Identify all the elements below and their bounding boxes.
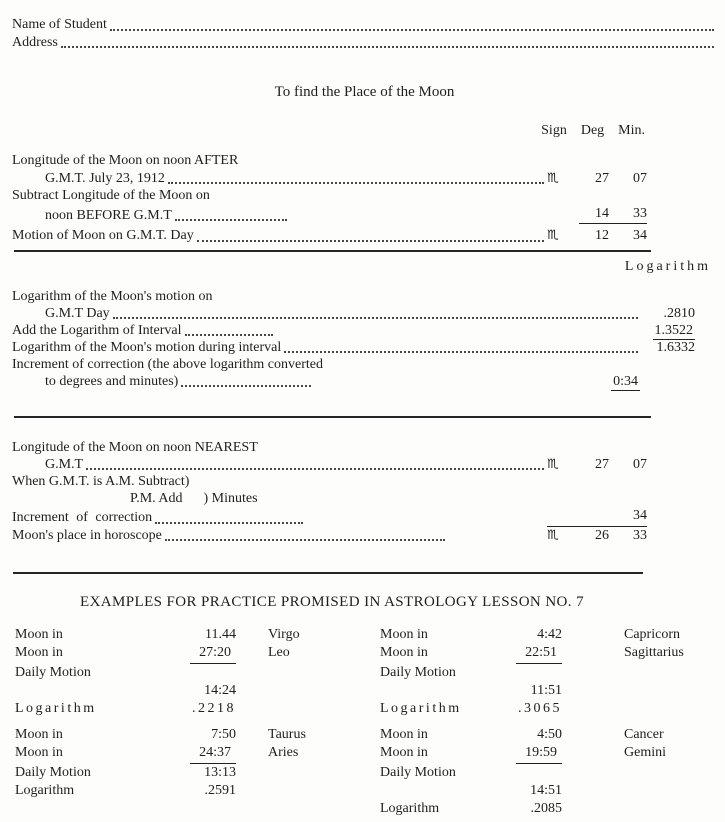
dotted-leader <box>168 182 544 184</box>
example-block-virgo-leo <box>12 626 380 718</box>
zodiac-sign-label: Gemini <box>624 744 666 760</box>
column-headers <box>12 122 645 139</box>
deg-value: 27 <box>595 456 609 472</box>
example-block-capricorn-sagittarius <box>380 626 717 718</box>
moon-value: 19:59 <box>516 744 562 764</box>
subtract-longitude-line1: Subtract Longitude of the Moon on <box>12 188 210 203</box>
increment-min-value: 34 <box>633 508 647 524</box>
deg-value: 27 <box>595 170 609 186</box>
dotted-leader <box>181 385 311 387</box>
logarithm-label: Logarithm <box>380 700 462 716</box>
increment-row: Increment of correction 34 <box>12 508 647 526</box>
min-value: 33 <box>633 527 647 543</box>
zodiac-sign-label: Taurus <box>268 726 306 742</box>
nearest-noon-section <box>12 439 717 544</box>
dotted-leader <box>185 334 273 336</box>
dotted-leader <box>197 240 544 242</box>
moon-in-label: Moon in <box>380 644 428 660</box>
during-interval-row: Logarithm of the Moon's motion during interval 1.6332 <box>12 339 695 355</box>
student-name-label: Name of Student <box>12 17 107 32</box>
daily-motion-value: 14:24 <box>204 682 236 698</box>
dotted-leader <box>155 522 303 524</box>
increment-correction-line1: Increment of correction (the above logarithm converted <box>12 356 323 372</box>
dotted-leader <box>113 317 638 319</box>
increment-value: 0:34 <box>613 373 638 389</box>
sign-column-header: Sign <box>541 123 567 138</box>
log-gmt-line1: Logarithm of the Moon's motion on <box>12 288 213 304</box>
motion-of-moon-row: Motion of Moon on G.M.T. Day ♏ 12 34 <box>12 228 647 243</box>
scorpio-sign-icon: ♏ <box>547 228 559 243</box>
moon-value: 4:42 <box>537 626 562 642</box>
logarithm-label: Logarithm <box>15 700 97 716</box>
logarithm-label: Logarithm <box>15 782 75 798</box>
dotted-leader <box>165 539 445 541</box>
longitude-after-line1: Longitude of the Moon on noon AFTER <box>12 153 239 168</box>
zodiac-sign-label: Leo <box>268 644 290 660</box>
example-block-cancer-gemini <box>380 726 717 818</box>
section-divider <box>14 250 651 252</box>
min-value: 33 <box>633 205 647 221</box>
logarithm-value: .2810 <box>663 305 695 321</box>
section-divider <box>13 572 643 574</box>
address-fill-line <box>61 46 714 48</box>
daily-motion-label: Daily Motion <box>380 664 456 680</box>
daily-motion-label: Daily Motion <box>15 664 91 680</box>
pm-add-note: P.M. Add ) Minutes <box>130 491 258 507</box>
moon-value: 7:50 <box>211 726 236 742</box>
moon-value: 11.44 <box>205 626 236 642</box>
scorpio-sign-icon: ♏ <box>547 170 559 186</box>
student-name-row <box>12 16 717 34</box>
address-row <box>12 34 717 52</box>
before-gmt-row: noon BEFORE G.M.T 14 33 <box>45 205 647 223</box>
moon-value: 4:50 <box>537 726 562 742</box>
min-column-header: Min. <box>618 123 645 138</box>
examples-heading: EXAMPLES FOR PRACTICE PROMISED IN ASTROLOGY LESSON NO. 7 <box>80 593 584 610</box>
zodiac-sign-label: Virgo <box>268 626 300 642</box>
moon-in-label: Moon in <box>15 744 63 760</box>
deg-value: 12 <box>595 228 609 243</box>
example-block-taurus-aries <box>12 726 380 818</box>
nearest-gmt-row: G.M.T ♏ 27 07 <box>45 456 647 472</box>
moon-in-label: Moon in <box>15 726 63 742</box>
addition-underline <box>547 507 647 526</box>
logarithm-label: Logarithm <box>380 800 440 816</box>
moon-in-label: Moon in <box>380 626 428 642</box>
moons-place-row: Moon's place in horoscope ♏ 26 33 <box>12 527 647 543</box>
add-interval-row: Add the Logarithm of Interval 1.3522 <box>12 322 693 338</box>
dotted-leader <box>175 219 287 221</box>
examples-row-1 <box>12 626 717 718</box>
min-value: 07 <box>633 456 647 472</box>
dotted-leader <box>284 351 638 353</box>
moon-in-label: Moon in <box>15 644 63 660</box>
increment-correction-row: to degrees and minutes) 0:34 <box>45 373 638 389</box>
moon-value: 27:20 <box>190 644 236 664</box>
logarithm-value: 1.6332 <box>656 339 695 355</box>
student-name-fill-line <box>110 29 714 31</box>
zodiac-sign-label: Cancer <box>624 726 664 742</box>
daily-motion-label: Daily Motion <box>15 764 91 780</box>
zodiac-sign-label: Sagittarius <box>624 644 684 660</box>
logarithm-value: .2085 <box>530 800 562 816</box>
deg-value: 14 <box>595 205 609 221</box>
scorpio-sign-icon: ♏ <box>547 527 559 543</box>
moon-in-label: Moon in <box>380 744 428 760</box>
deg-value: 26 <box>595 527 609 543</box>
moon-in-label: Moon in <box>15 626 63 642</box>
logarithm-value: .3065 <box>518 700 562 716</box>
dotted-leader <box>86 468 544 470</box>
daily-motion-label: Daily Motion <box>380 764 456 780</box>
zodiac-sign-label: Aries <box>268 744 299 760</box>
examples-row-2 <box>12 726 717 818</box>
min-value: 07 <box>633 170 647 186</box>
zodiac-sign-label: Capricorn <box>624 626 680 642</box>
logarithm-section <box>12 288 717 390</box>
longitude-after-row: G.M.T. July 23, 1912 ♏ 27 07 <box>45 170 647 186</box>
scorpio-sign-icon: ♏ <box>547 456 559 472</box>
moon-value: 22:51 <box>516 644 562 664</box>
deg-column-header: Deg <box>580 123 605 138</box>
log-gmt-row: G.M.T Day .2810 <box>45 305 695 321</box>
daily-motion-value: 11:51 <box>530 682 562 698</box>
moon-value: 24:37 <box>190 744 236 764</box>
page-title: To find the Place of the Moon <box>274 84 455 100</box>
moon-motion-section <box>12 152 717 245</box>
logarithm-value: .2591 <box>204 782 236 798</box>
moon-in-label: Moon in <box>380 726 428 742</box>
address-label: Address <box>12 34 58 50</box>
longitude-nearest-line1: Longitude of the Moon on noon NEAREST <box>12 439 258 455</box>
logarithm-value: .2218 <box>192 700 236 716</box>
subtraction-underline <box>579 205 647 225</box>
daily-motion-value: 14:51 <box>530 782 562 798</box>
logarithm-column-header: Logarithm <box>624 258 711 274</box>
logarithm-value: 1.3522 <box>654 322 693 338</box>
min-value: 34 <box>633 228 647 243</box>
daily-motion-value: 13:13 <box>204 764 236 780</box>
am-subtract-note: When G.M.T. is A.M. Subtract) <box>12 473 190 489</box>
section-divider <box>14 416 651 418</box>
